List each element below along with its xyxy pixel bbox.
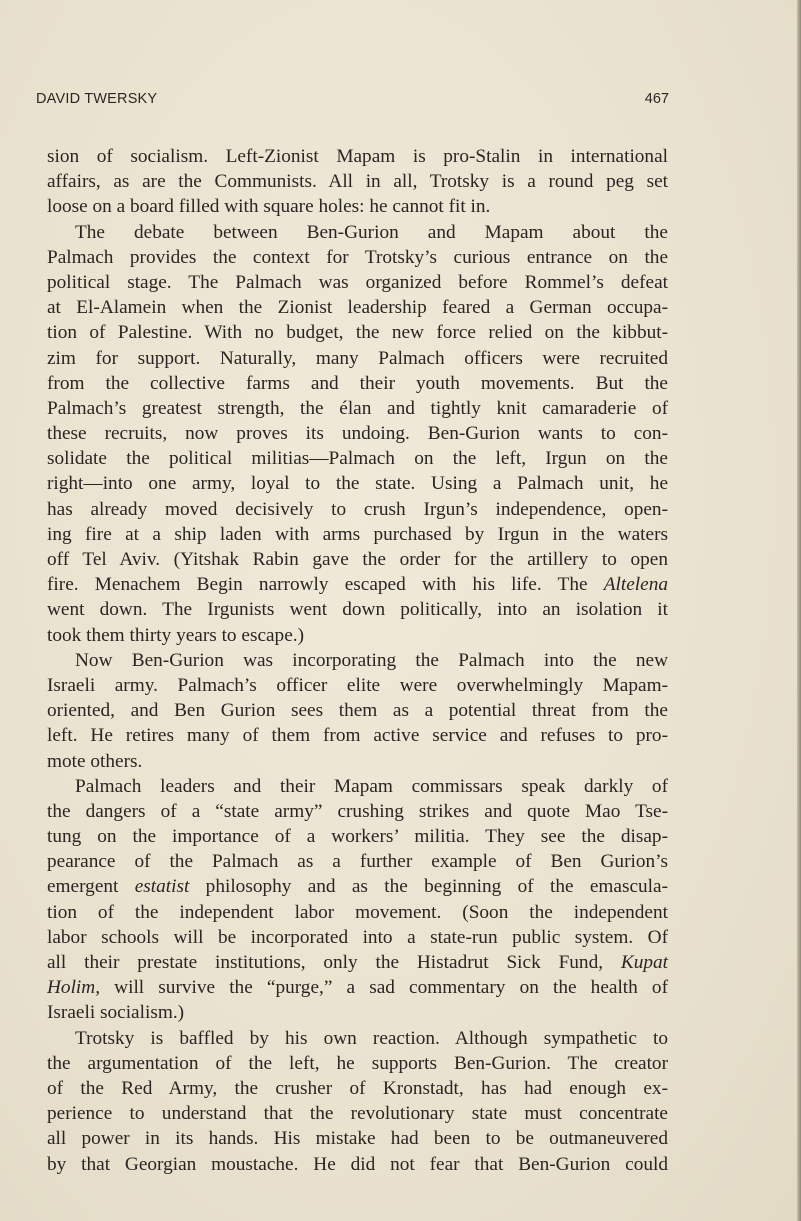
text-line (47, 950, 668, 975)
line-text: political stage. The Palmach was organized before Rommel’s defeat (47, 271, 668, 293)
italic-text: Altelena (603, 574, 668, 596)
line-text: perience to understand that the revolutionary state must concentrate (47, 1103, 668, 1125)
text-line (47, 1152, 668, 1177)
text-line (47, 346, 668, 371)
text-line (47, 270, 668, 295)
line-text: pearance of the Palmach as a further example of Ben Gurion’s (47, 851, 668, 873)
text-line (47, 169, 668, 194)
italic-text: Holim, (47, 977, 101, 999)
italic-text: Kupat (620, 952, 668, 973)
line-text: left. He retires many of them from active service and refuses to pro- (47, 725, 668, 747)
text-line (47, 421, 668, 446)
page-header (36, 91, 669, 111)
text-line (47, 925, 668, 950)
text-line (47, 320, 668, 345)
text-line (47, 1000, 668, 1025)
line-text: The debate between Ben-Gurion and Mapam about the (75, 221, 668, 243)
text-line (47, 471, 668, 496)
line-text: mote others. (47, 750, 143, 772)
text-line (47, 849, 668, 874)
text-line (47, 1126, 668, 1151)
line-text: the argumentation of the left, he supports Ben-Gurion. The creator (47, 1052, 668, 1074)
text-line (47, 774, 668, 799)
line-text: all their prestate institutions, only the Histadrut Sick Fund, (47, 952, 621, 973)
text-line (47, 572, 668, 597)
line-text: from the collective farms and their youth movements. But the (47, 372, 668, 394)
text-line (47, 673, 668, 698)
body-text (47, 144, 668, 1177)
text-line (47, 295, 668, 320)
running-head: DAVID TWERSKY (36, 91, 158, 107)
line-text: right—into one army, loyal to the state. Using a Palmach unit, he (47, 473, 668, 495)
line-text: philosophy and as the beginning of the emascula- (189, 876, 669, 898)
line-text: tion of the independent labor movement. (Soon the independent (47, 901, 668, 923)
line-text: Trotsky is baffled by his own reaction. Although sympathetic to (75, 1027, 668, 1049)
text-line (47, 597, 668, 622)
line-text: will survive the “purge,” a sad commentary on the health of (100, 977, 668, 999)
text-line (47, 144, 668, 169)
page-number: 467 (644, 91, 669, 107)
text-line (47, 1026, 668, 1051)
text-line (47, 245, 668, 270)
line-text: took them thirty years to escape.) (47, 624, 305, 646)
text-line (47, 1051, 668, 1076)
line-text: tung on the importance of a workers’ militia. They see the disap- (47, 826, 668, 848)
text-line (47, 1101, 668, 1126)
line-text: the dangers of a “state army” crushing strikes and quote Mao Tse- (47, 800, 668, 822)
line-text: Palmach leaders and their Mapam commissars speak darkly of (75, 775, 668, 797)
line-text: emergent (47, 876, 135, 898)
line-text: Now Ben-Gurion was incorporating the Palmach into the new (75, 649, 668, 671)
line-text: oriented, and Ben Gurion sees them as a potential threat from the (47, 700, 668, 722)
line-text: labor schools will be incorporated into a state-run public system. Of (47, 926, 668, 948)
text-line (47, 975, 668, 1000)
text-line (47, 194, 668, 219)
text-line (47, 497, 668, 522)
italic-text: estatist (134, 876, 190, 898)
line-text: off Tel Aviv. (Yitshak Rabin gave the order for the artillery to open (47, 549, 668, 570)
line-text: these recruits, now proves its undoing. Ben-Gurion wants to con- (47, 423, 668, 445)
text-line (47, 723, 668, 748)
line-text: Israeli army. Palmach’s officer elite were overwhelmingly Mapam- (47, 674, 668, 696)
line-text: ing fire at a ship laden with arms purchased by Irgun in the waters (47, 523, 668, 545)
text-line (47, 522, 668, 547)
text-line (47, 648, 668, 673)
line-text: went down. The Irgunists went down politically, into an isolation it (47, 599, 668, 621)
line-text: tion of Palestine. With no budget, the new force relied on the kibbut- (47, 322, 668, 344)
line-text: all power in its hands. His mistake had been to be outmaneuvered (47, 1128, 668, 1150)
line-text: affairs, as are the Communists. All in all, Trotsky is a round peg set (47, 171, 668, 193)
line-text: Palmach provides the context for Trotsky’s curious entrance on the (47, 246, 668, 268)
line-text: solidate the political militias—Palmach on the left, Irgun on the (47, 448, 668, 470)
line-text: at El-Alamein when the Zionist leadership feared a German occupa- (47, 297, 668, 319)
text-line (47, 1076, 668, 1101)
line-text: zim for support. Naturally, many Palmach officers were recruited (47, 347, 668, 369)
line-text: of the Red Army, the crusher of Kronstadt, has had enough ex- (47, 1077, 668, 1099)
text-line (47, 900, 668, 925)
text-line (47, 446, 668, 471)
line-text: by that Georgian moustache. He did not fear that Ben-Gurion could (47, 1153, 668, 1175)
text-line (47, 547, 668, 572)
line-text: has already moved decisively to crush Irgun’s independence, open- (47, 498, 668, 520)
line-text: sion of socialism. Left-Zionist Mapam is pro-Stalin in international (47, 146, 668, 167)
text-line (47, 220, 668, 245)
text-line (47, 371, 668, 396)
text-line (47, 799, 668, 824)
text-line (47, 824, 668, 849)
text-line (47, 749, 668, 774)
text-line (47, 396, 668, 421)
text-line (47, 623, 668, 648)
line-text: Israeli socialism.) (47, 1002, 185, 1024)
text-line (47, 698, 668, 723)
line-text: Palmach’s greatest strength, the élan and tightly knit camaraderie of (47, 397, 668, 419)
line-text: fire. Menachem Begin narrowly escaped with his life. The (47, 574, 604, 596)
line-text: loose on a board filled with square holes: he cannot fit in. (47, 196, 491, 218)
page-edge-shadow (797, 0, 801, 1221)
text-line (47, 874, 668, 899)
